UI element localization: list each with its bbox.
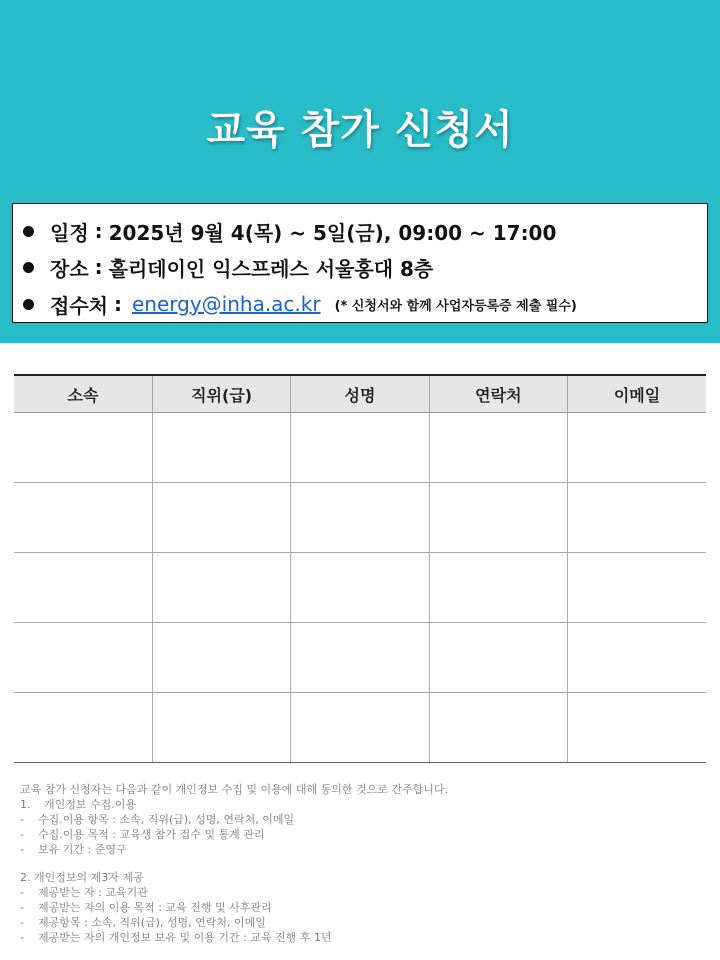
section-spacer xyxy=(20,857,700,870)
contact-email-link[interactable]: energy@inha.ac.kr xyxy=(131,292,321,316)
list-item xyxy=(20,930,700,945)
table-cell[interactable] xyxy=(568,413,706,483)
column-header-email: 이메일 xyxy=(568,375,706,413)
list-item-text: 제공받는 자 : 교육기관 xyxy=(38,886,148,899)
table-cell[interactable] xyxy=(291,483,429,553)
dash-marker: - xyxy=(20,813,24,826)
table-cell[interactable] xyxy=(568,693,706,763)
table-row xyxy=(14,553,706,623)
table-cell[interactable] xyxy=(152,483,290,553)
column-header-name: 성명 xyxy=(291,375,429,413)
list-item-text: 제공받는 자의 이용 목적 : 교육 진행 및 사후관리 xyxy=(38,901,272,914)
section1-title: 개인정보 수집.이용 xyxy=(44,798,137,811)
table-cell[interactable] xyxy=(152,623,290,693)
header-banner xyxy=(0,0,720,343)
table-cell[interactable] xyxy=(14,483,152,553)
list-item xyxy=(20,900,700,915)
bullet-icon xyxy=(23,226,34,237)
table-cell[interactable] xyxy=(291,413,429,483)
table-header-row xyxy=(14,375,706,413)
list-item xyxy=(20,812,700,827)
table-cell[interactable] xyxy=(568,553,706,623)
contact-label: 접수처 xyxy=(50,293,108,318)
bullet-icon xyxy=(23,262,34,273)
dash-marker: - xyxy=(20,901,24,914)
page-title: 교육 참가 신청서 xyxy=(206,107,514,153)
table-cell[interactable] xyxy=(152,553,290,623)
venue-row xyxy=(23,251,433,283)
table-cell[interactable] xyxy=(291,623,429,693)
schedule-label: 일정 xyxy=(50,220,89,245)
dash-marker: - xyxy=(20,828,24,841)
contact-row xyxy=(23,288,577,320)
table-cell[interactable] xyxy=(429,413,567,483)
section1-heading xyxy=(20,797,700,812)
label-separator: : xyxy=(113,292,122,316)
dash-marker: - xyxy=(20,843,24,856)
column-header-affiliation: 소속 xyxy=(14,375,152,413)
column-header-position: 직위(급) xyxy=(152,375,290,413)
table-cell[interactable] xyxy=(14,413,152,483)
privacy-consent-notice xyxy=(20,782,700,945)
label-separator: : xyxy=(94,219,103,243)
list-item xyxy=(20,842,700,857)
dash-marker: - xyxy=(20,931,24,944)
consent-intro: 교육 참가 신청자는 다음과 같이 개인정보 수집 및 이용에 대해 동의한 것으로 간주합니다. xyxy=(20,783,448,796)
list-item-text: 제공항목 : 소속, 직위(급), 성명, 연락처, 이메일 xyxy=(38,916,266,929)
column-header-contact: 연락처 xyxy=(429,375,567,413)
table-row xyxy=(14,413,706,483)
bullet-icon xyxy=(23,299,34,310)
list-item xyxy=(20,915,700,930)
section1-number: 1. xyxy=(20,798,31,811)
list-item-text: 수집.이용 항목 : 소속, 직위(급), 성명, 연락처, 이메일 xyxy=(38,813,295,826)
table-cell[interactable] xyxy=(152,413,290,483)
table-cell[interactable] xyxy=(568,483,706,553)
table-cell[interactable] xyxy=(152,693,290,763)
list-item-text: 제공받는 자의 개인정보 보유 및 이용 기간 : 교육 진행 후 1년 xyxy=(38,931,332,944)
table-row xyxy=(14,623,706,693)
table-cell[interactable] xyxy=(429,623,567,693)
table-cell[interactable] xyxy=(14,553,152,623)
schedule-row xyxy=(23,215,556,247)
dash-marker: - xyxy=(20,886,24,899)
table-cell[interactable] xyxy=(429,553,567,623)
table-cell[interactable] xyxy=(14,693,152,763)
contact-note: (* 신청서와 함께 사업자등록증 제출 필수) xyxy=(334,298,577,314)
section2-title: 2. 개인정보의 제3자 제공 xyxy=(20,871,144,884)
event-info-box xyxy=(12,203,708,323)
table-cell[interactable] xyxy=(14,623,152,693)
dash-marker: - xyxy=(20,916,24,929)
application-table xyxy=(14,374,706,763)
table-cell[interactable] xyxy=(568,623,706,693)
table-cell[interactable] xyxy=(429,483,567,553)
table-row xyxy=(14,693,706,763)
list-item xyxy=(20,827,700,842)
schedule-value: 2025년 9월 4(목) ~ 5일(금), 09:00 ~ 17:00 xyxy=(108,220,557,245)
table-row xyxy=(14,483,706,553)
venue-label: 장소 xyxy=(50,256,89,281)
table-cell[interactable] xyxy=(291,693,429,763)
list-item xyxy=(20,885,700,900)
table-cell[interactable] xyxy=(291,553,429,623)
label-separator: : xyxy=(94,255,103,279)
list-item-text: 수집.이용 목적 : 교육생 참가 접수 및 통계 관리 xyxy=(38,828,265,841)
table-cell[interactable] xyxy=(429,693,567,763)
venue-value: 홀리데이인 익스프레스 서울홍대 8층 xyxy=(108,256,434,281)
list-item-text: 보유 기간 : 준영구 xyxy=(38,843,127,856)
